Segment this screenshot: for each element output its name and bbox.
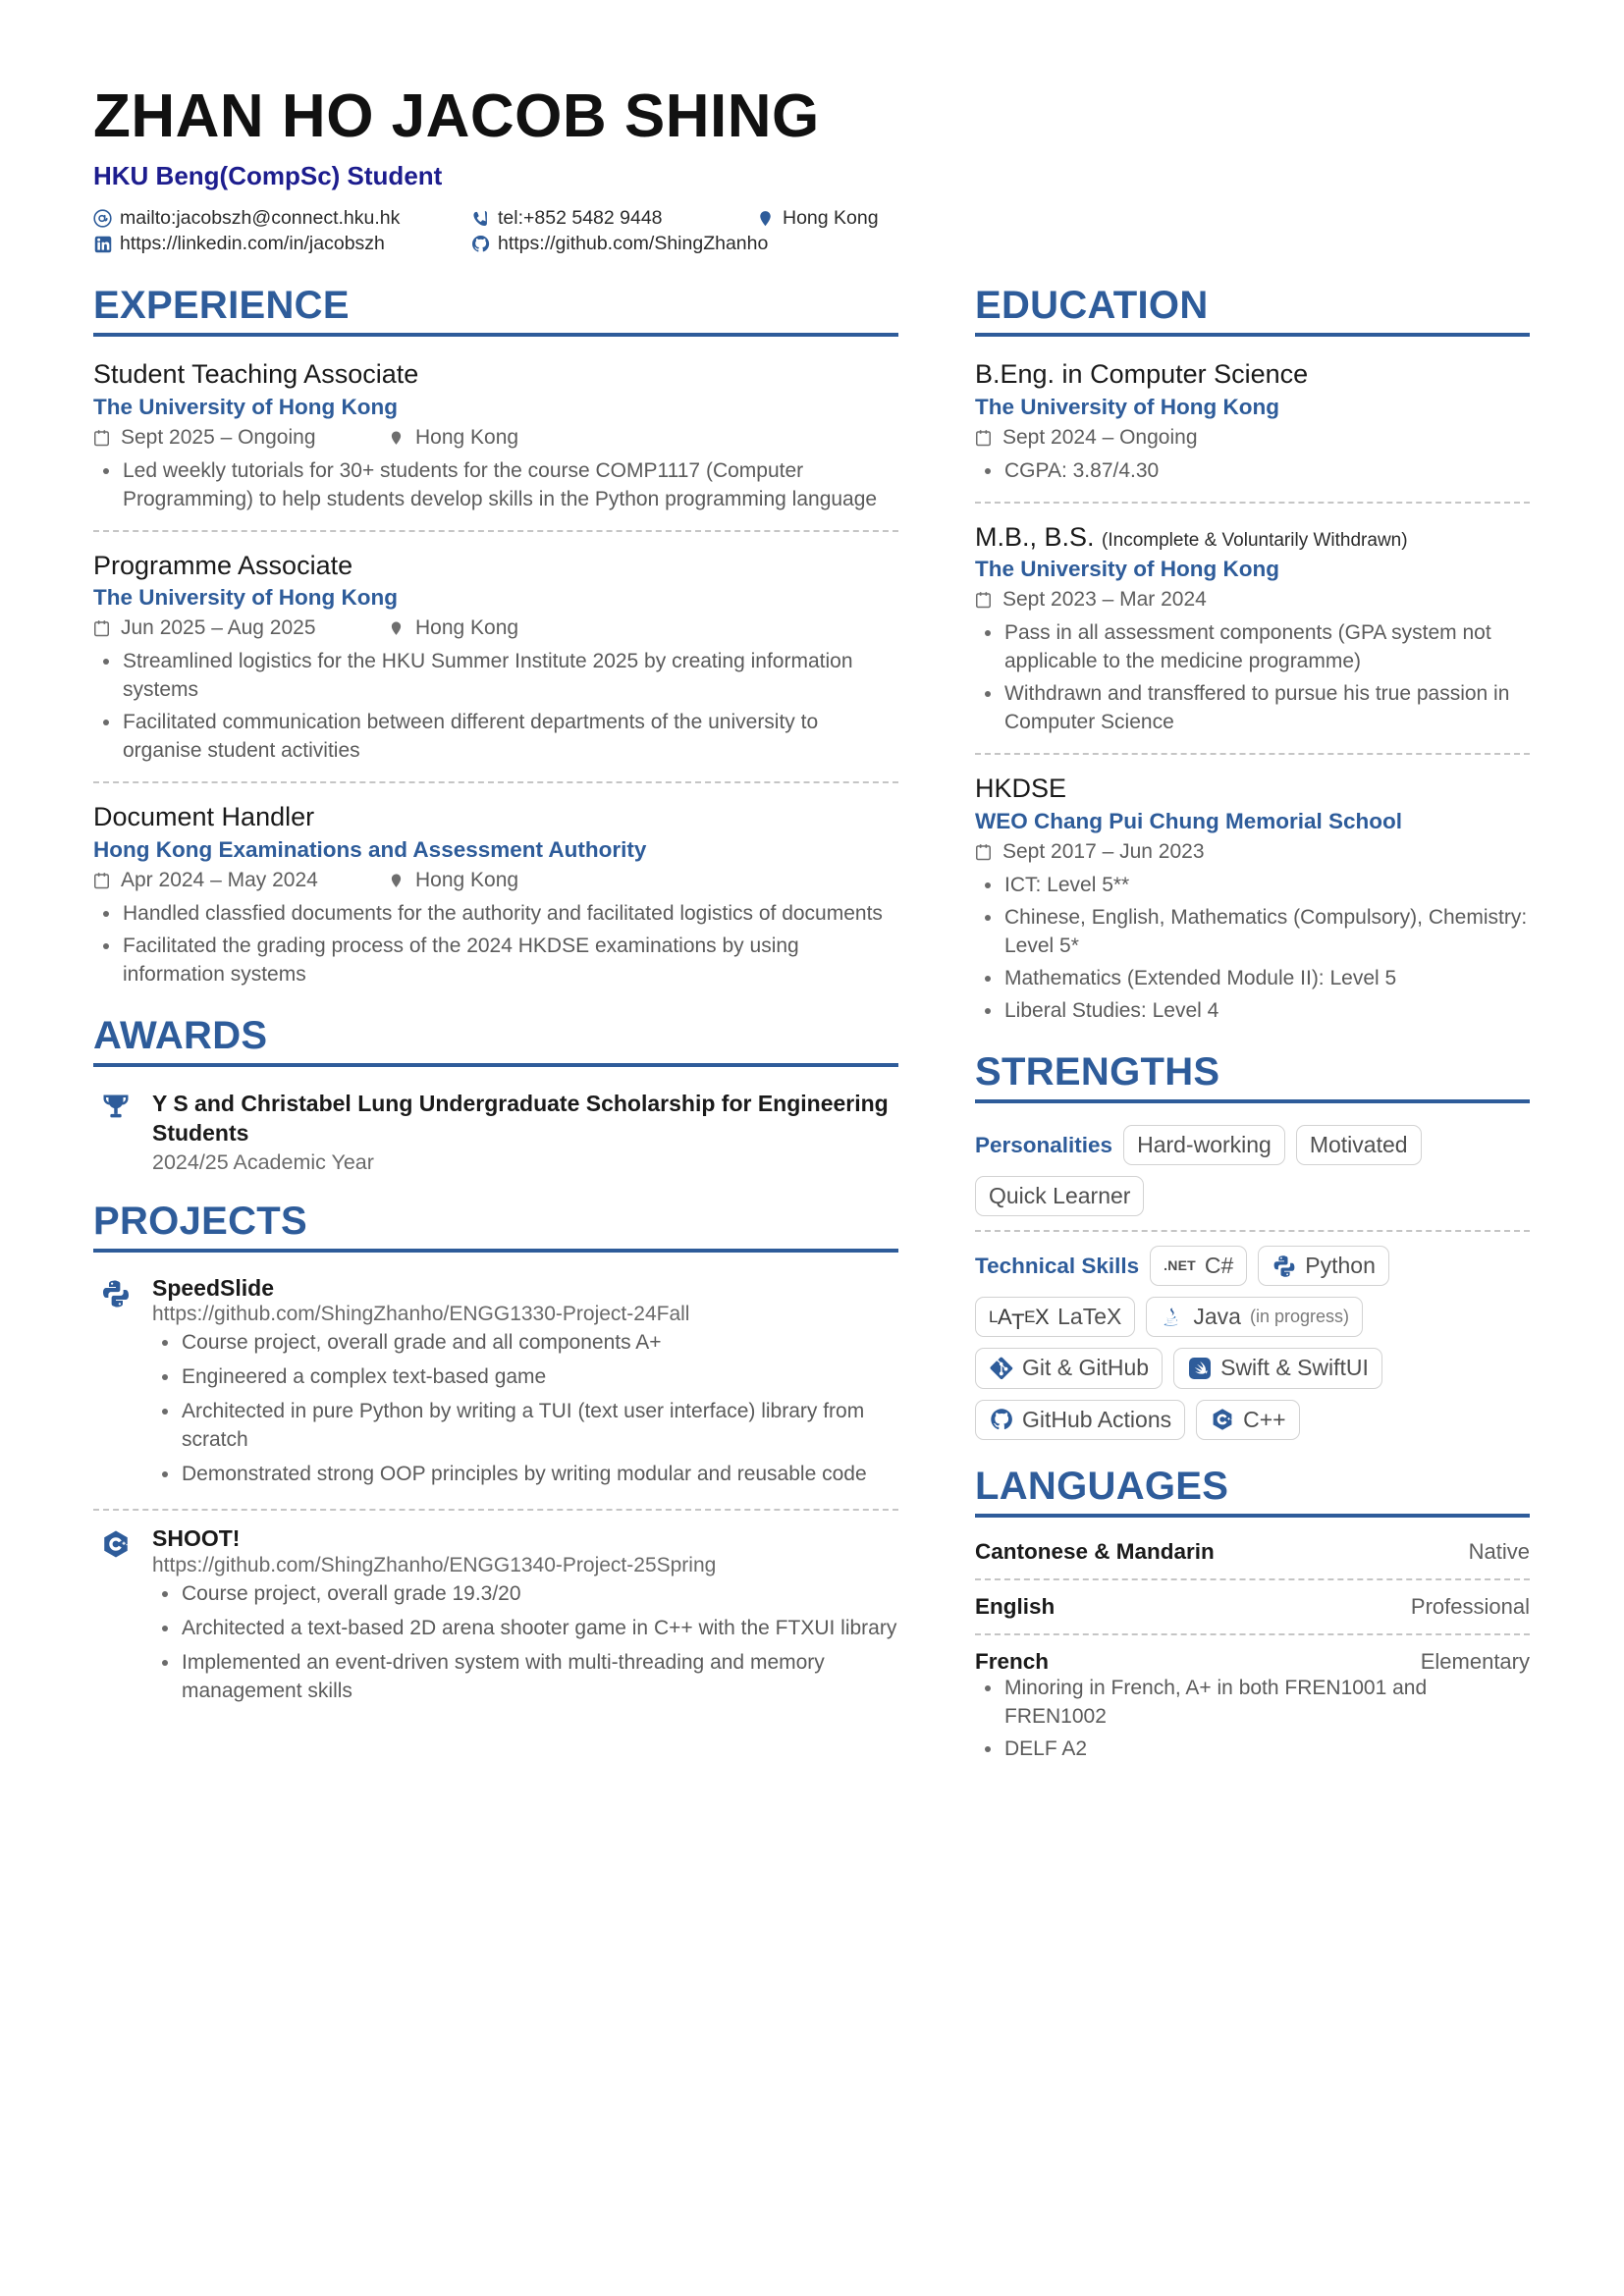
section-rule bbox=[93, 1249, 898, 1253]
personality-chip[interactable] bbox=[975, 1176, 1144, 1216]
education-degree-text: M.B., B.S. bbox=[975, 521, 1095, 552]
location-icon bbox=[388, 618, 405, 638]
phone-icon bbox=[471, 209, 490, 228]
personalities-group bbox=[975, 1125, 1530, 1216]
chip-label: Motivated bbox=[1309, 1131, 1408, 1157]
experience-location bbox=[388, 869, 518, 892]
award-detail: 2024/25 Academic Year bbox=[152, 1149, 374, 1174]
experience-meta bbox=[93, 616, 898, 640]
language-level: Native bbox=[1468, 1538, 1530, 1564]
experience-location bbox=[388, 616, 518, 640]
resume-header bbox=[93, 82, 1534, 255]
calendar-icon bbox=[93, 428, 110, 448]
education-degree bbox=[975, 358, 1530, 392]
trophy-icon bbox=[101, 1089, 135, 1127]
language-name: Cantonese & Mandarin bbox=[975, 1538, 1215, 1564]
contact-row bbox=[93, 233, 1534, 255]
technical-skills-group bbox=[975, 1246, 1530, 1440]
experience-entry bbox=[93, 550, 898, 767]
chip-note: (in progress) bbox=[1249, 1307, 1349, 1327]
section-languages bbox=[975, 1466, 1530, 1764]
experience-meta bbox=[93, 426, 898, 450]
project-item bbox=[93, 1524, 898, 1712]
chip-label: Quick Learner bbox=[989, 1183, 1131, 1209]
chip-label: Swift & SwiftUI bbox=[1220, 1355, 1369, 1381]
education-meta bbox=[975, 588, 1530, 612]
calendar-icon bbox=[975, 428, 992, 448]
list-item: Engineered a complex text-based game bbox=[152, 1363, 898, 1392]
experience-date-text: Jun 2025 – Aug 2025 bbox=[121, 616, 316, 640]
calendar-icon bbox=[975, 590, 992, 610]
experience-org: The University of Hong Kong bbox=[93, 394, 399, 419]
contact-phone-text: tel:+852 5482 9448 bbox=[498, 207, 663, 229]
contact-email-text: mailto:jacobszh@connect.hku.hk bbox=[120, 207, 401, 229]
list-item: Pass in all assessment components (GPA system not applicable to the medicine programme) bbox=[975, 619, 1530, 676]
experience-bullets bbox=[93, 900, 898, 989]
education-entry bbox=[975, 521, 1530, 738]
education-org: The University of Hong Kong bbox=[975, 394, 1280, 419]
calendar-icon bbox=[975, 842, 992, 862]
education-bullets bbox=[975, 457, 1530, 486]
python-icon bbox=[101, 1274, 135, 1313]
education-org: WEO Chang Pui Chung Memorial School bbox=[975, 809, 1403, 834]
award-name: Y S and Christabel Lung Undergraduate Scholarship for Engineering Students bbox=[152, 1090, 889, 1147]
page-title: ZHAN HO JACOB SHING bbox=[93, 82, 820, 150]
section-rule bbox=[975, 1514, 1530, 1518]
education-date-text: Sept 2023 – Mar 2024 bbox=[1002, 588, 1207, 612]
experience-org: Hong Kong Examinations and Assessment Authority bbox=[93, 837, 647, 863]
list-item: DELF A2 bbox=[975, 1735, 1530, 1764]
skill-chip-latex[interactable] bbox=[975, 1297, 1135, 1337]
education-org: The University of Hong Kong bbox=[975, 557, 1280, 582]
chip-label: Java bbox=[1193, 1304, 1241, 1330]
list-item: Minoring in French, A+ in both FREN1001 and FREN1002 bbox=[975, 1675, 1530, 1732]
dotnet-icon: .NET bbox=[1164, 1257, 1196, 1274]
project-bullets bbox=[152, 1580, 898, 1706]
email-icon bbox=[93, 209, 112, 228]
list-item: Architected in pure Python by writing a TUI (text user interface) library from scratch bbox=[152, 1398, 898, 1455]
section-title-projects: PROJECTS bbox=[93, 1199, 308, 1243]
skill-chip-cplusplus[interactable] bbox=[1196, 1400, 1299, 1440]
language-row bbox=[975, 1594, 1530, 1620]
list-item: Facilitated the grading process of the 2024 HKDSE examinations by using information systems bbox=[93, 933, 898, 989]
language-row bbox=[975, 1539, 1530, 1565]
education-date-text: Sept 2017 – Jun 2023 bbox=[1002, 840, 1205, 864]
contact-row bbox=[93, 207, 1534, 230]
project-name: SpeedSlide bbox=[152, 1274, 274, 1301]
education-degree-text: B.Eng. in Computer Science bbox=[975, 359, 1309, 389]
experience-meta bbox=[93, 869, 898, 892]
list-item: CGPA: 3.87/4.30 bbox=[975, 457, 1530, 486]
experience-date bbox=[93, 616, 388, 640]
experience-date-text: Apr 2024 – May 2024 bbox=[121, 869, 318, 892]
award-item bbox=[93, 1089, 898, 1175]
list-item: ICT: Level 5** bbox=[975, 872, 1530, 900]
skill-chip-java[interactable] bbox=[1146, 1297, 1363, 1337]
contact-github-text: https://github.com/ShingZhanho bbox=[498, 233, 769, 254]
experience-location bbox=[388, 426, 518, 450]
section-education bbox=[975, 285, 1530, 1026]
language-level: Professional bbox=[1410, 1593, 1530, 1619]
education-degree-text: HKDSE bbox=[975, 774, 1067, 804]
chip-label: Python bbox=[1305, 1253, 1376, 1279]
section-title-languages: LANGUAGES bbox=[975, 1464, 1229, 1508]
section-title-education: EDUCATION bbox=[975, 284, 1209, 327]
education-entry bbox=[975, 773, 1530, 1026]
calendar-icon bbox=[93, 871, 110, 890]
experience-date bbox=[93, 426, 388, 450]
cplusplus-icon bbox=[101, 1524, 135, 1564]
experience-location-text: Hong Kong bbox=[415, 616, 519, 640]
experience-location-text: Hong Kong bbox=[415, 425, 519, 449]
divider bbox=[93, 1509, 898, 1511]
list-item: Course project, overall grade 19.3/20 bbox=[152, 1580, 898, 1609]
contact-location-text: Hong Kong bbox=[783, 207, 879, 229]
divider bbox=[93, 530, 898, 532]
location-icon bbox=[388, 871, 405, 890]
location-icon bbox=[388, 428, 405, 448]
project-bullets bbox=[152, 1329, 898, 1489]
chip-label: Hard-working bbox=[1137, 1131, 1272, 1157]
list-item: Handled classfied documents for the authority and facilitated logistics of documents bbox=[93, 900, 898, 929]
list-item: Mathematics (Extended Module II): Level 5 bbox=[975, 965, 1530, 993]
python-icon bbox=[1272, 1254, 1296, 1278]
location-icon bbox=[756, 209, 775, 228]
git-icon bbox=[989, 1357, 1013, 1381]
experience-role: Document Handler bbox=[93, 802, 315, 832]
section-strengths bbox=[975, 1051, 1530, 1440]
education-date bbox=[975, 426, 1198, 450]
divider bbox=[975, 753, 1530, 755]
cplusplus-icon bbox=[1210, 1408, 1234, 1432]
award-body bbox=[152, 1089, 898, 1175]
education-bullets bbox=[975, 872, 1530, 1026]
education-degree-suffix: (Incomplete & Voluntarily Withdrawn) bbox=[1102, 529, 1408, 551]
list-item: Led weekly tutorials for 30+ students for the course COMP1117 (Computer Programming) to help students develop skills in the Python programming language bbox=[93, 457, 898, 514]
experience-bullets bbox=[93, 648, 898, 766]
language-item bbox=[975, 1594, 1530, 1620]
section-rule bbox=[975, 1099, 1530, 1103]
project-body bbox=[152, 1274, 898, 1496]
contact-github[interactable] bbox=[471, 233, 769, 255]
section-rule bbox=[93, 1063, 898, 1067]
chip-label: C# bbox=[1204, 1253, 1234, 1279]
language-name: English bbox=[975, 1593, 1056, 1619]
divider bbox=[93, 781, 898, 783]
language-item bbox=[975, 1649, 1530, 1764]
education-date bbox=[975, 840, 1205, 864]
education-degree bbox=[975, 773, 1530, 806]
section-rule bbox=[975, 333, 1530, 337]
language-row bbox=[975, 1649, 1530, 1675]
technical-skills-label: Technical Skills bbox=[975, 1253, 1140, 1278]
skill-chip-python[interactable] bbox=[1258, 1246, 1389, 1286]
divider bbox=[975, 1633, 1530, 1635]
divider bbox=[975, 502, 1530, 504]
language-name: French bbox=[975, 1648, 1050, 1674]
left-column bbox=[93, 285, 898, 1737]
section-awards bbox=[93, 1015, 898, 1175]
github-icon bbox=[989, 1408, 1013, 1432]
project-body bbox=[152, 1524, 898, 1712]
contact-email[interactable] bbox=[93, 207, 471, 230]
project-url[interactable]: https://github.com/ShingZhanho/ENGG1340-Project-25Spring bbox=[152, 1554, 717, 1577]
personalities-label: Personalities bbox=[975, 1132, 1113, 1157]
education-entry bbox=[975, 358, 1530, 486]
skill-chip-csharp[interactable] bbox=[1150, 1246, 1247, 1286]
chip-label: C++ bbox=[1243, 1406, 1286, 1432]
section-title-awards: AWARDS bbox=[93, 1013, 268, 1057]
contact-linkedin[interactable] bbox=[93, 233, 471, 255]
linkedin-icon bbox=[93, 235, 112, 253]
java-icon bbox=[1160, 1305, 1184, 1329]
section-projects bbox=[93, 1201, 898, 1712]
contact-location bbox=[756, 207, 879, 230]
contact-block bbox=[93, 207, 1534, 255]
experience-bullets bbox=[93, 457, 898, 514]
experience-date bbox=[93, 869, 388, 892]
project-item bbox=[93, 1274, 898, 1496]
list-item: Architected a text-based 2D arena shooter game in C++ with the FTXUI library bbox=[152, 1615, 898, 1643]
list-item: Facilitated communication between different departments of the university to organise student activities bbox=[93, 709, 898, 766]
headline: HKU Beng(CompSc) Student bbox=[93, 161, 443, 190]
section-title-experience: EXPERIENCE bbox=[93, 284, 350, 327]
list-item: Streamlined logistics for the HKU Summer Institute 2025 by creating information systems bbox=[93, 648, 898, 705]
experience-role: Student Teaching Associate bbox=[93, 359, 419, 389]
section-rule bbox=[93, 333, 898, 337]
skill-chip-swift[interactable] bbox=[1173, 1348, 1382, 1388]
section-title-strengths: STRENGTHS bbox=[975, 1049, 1220, 1094]
language-level: Elementary bbox=[1420, 1648, 1530, 1674]
experience-role: Programme Associate bbox=[93, 550, 353, 580]
education-degree bbox=[975, 521, 1530, 555]
education-date bbox=[975, 588, 1207, 612]
language-item bbox=[975, 1539, 1530, 1565]
divider bbox=[975, 1578, 1530, 1580]
contact-phone[interactable] bbox=[471, 207, 756, 230]
experience-date-text: Sept 2025 – Ongoing bbox=[121, 425, 316, 449]
skill-chip-github-actions[interactable] bbox=[975, 1400, 1185, 1440]
calendar-icon bbox=[93, 618, 110, 638]
personality-chip[interactable] bbox=[1123, 1125, 1285, 1165]
chip-label: Git & GitHub bbox=[1022, 1355, 1150, 1381]
experience-org: The University of Hong Kong bbox=[93, 585, 399, 611]
latex-icon: L A T E X bbox=[989, 1304, 1050, 1334]
list-item: Implemented an event-driven system with multi-threading and memory management skills bbox=[152, 1649, 898, 1706]
personality-chip[interactable] bbox=[1296, 1125, 1422, 1165]
divider bbox=[975, 1230, 1530, 1232]
content-columns bbox=[93, 285, 1534, 1789]
experience-location-text: Hong Kong bbox=[415, 869, 519, 892]
swift-icon bbox=[1187, 1357, 1212, 1381]
section-experience bbox=[93, 285, 898, 989]
chip-label: GitHub Actions bbox=[1022, 1406, 1172, 1432]
education-meta bbox=[975, 840, 1530, 864]
list-item: Course project, overall grade and all components A+ bbox=[152, 1329, 898, 1358]
education-meta bbox=[975, 426, 1530, 450]
education-bullets bbox=[975, 619, 1530, 737]
education-date-text: Sept 2024 – Ongoing bbox=[1002, 425, 1198, 449]
project-name: SHOOT! bbox=[152, 1525, 241, 1552]
list-item: Chinese, English, Mathematics (Compulsory), Chemistry: Level 5* bbox=[975, 904, 1530, 961]
list-item: Demonstrated strong OOP principles by writing modular and reusable code bbox=[152, 1461, 898, 1489]
chip-label: LaTeX bbox=[1057, 1304, 1122, 1330]
list-item: Withdrawn and transffered to pursue his true passion in Computer Science bbox=[975, 680, 1530, 737]
experience-entry bbox=[93, 801, 898, 989]
project-url[interactable]: https://github.com/ShingZhanho/ENGG1330-Project-24Fall bbox=[152, 1303, 690, 1326]
experience-entry bbox=[93, 358, 898, 514]
contact-linkedin-text: https://linkedin.com/in/jacobszh bbox=[120, 233, 385, 254]
right-column bbox=[975, 285, 1530, 1789]
list-item: Liberal Studies: Level 4 bbox=[975, 997, 1530, 1026]
skill-chip-git[interactable] bbox=[975, 1348, 1163, 1388]
github-icon bbox=[471, 235, 490, 253]
language-bullets bbox=[975, 1675, 1530, 1764]
